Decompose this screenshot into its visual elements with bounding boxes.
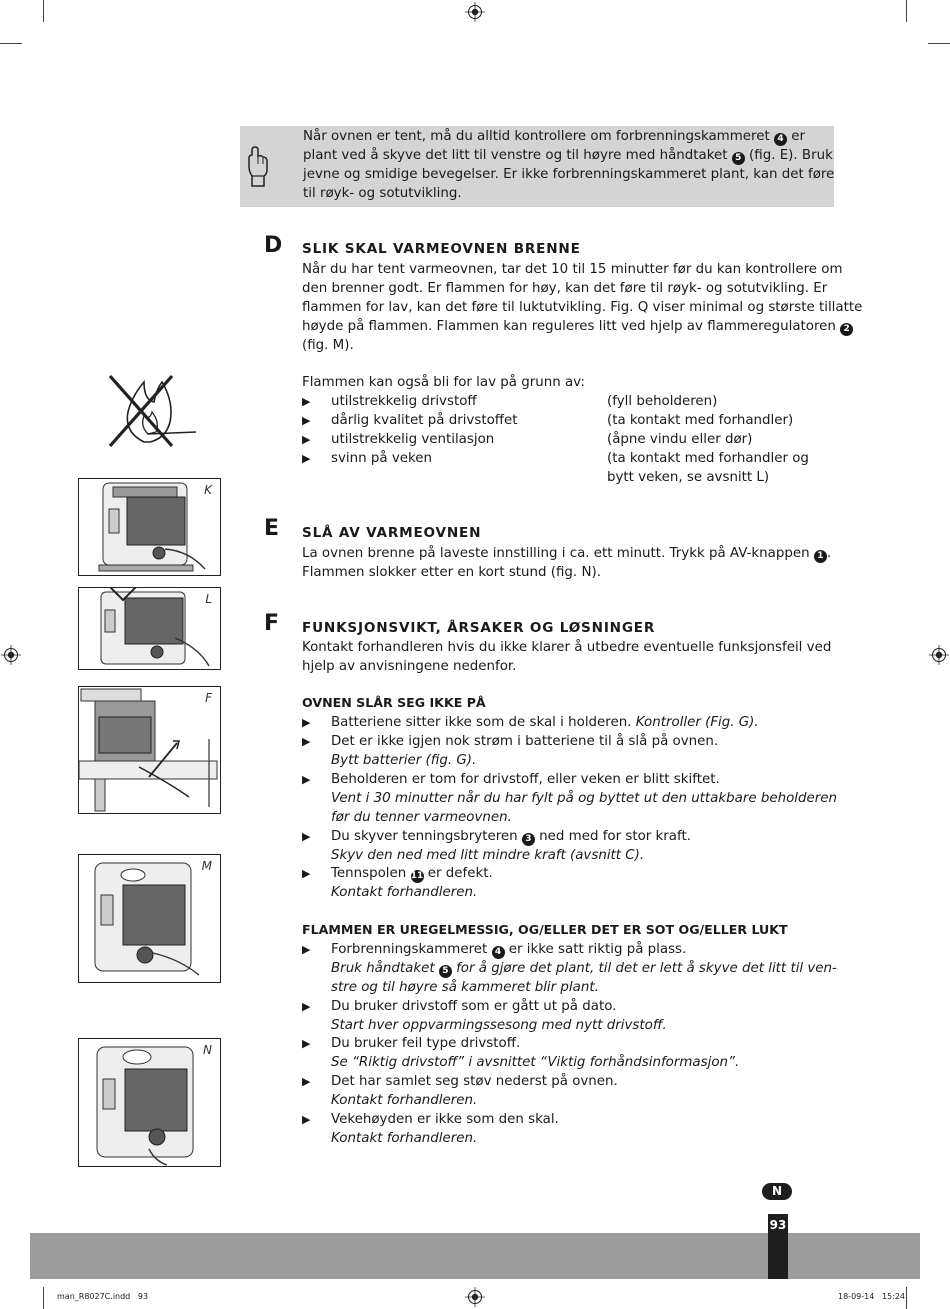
list-item-remedy: før du tenner varmeovnen. [331,810,512,825]
paragraph-line: flammen for lav, kan det føre til luktutvikling. Fig. Q viser minimal og største tillatte [302,300,863,315]
figure-n [78,1038,221,1167]
figure-k [78,478,221,576]
remedy-text: (ta kontakt med forhandler og [607,451,809,466]
list-item-remedy: Start hver oppvarmingssesong med nytt drivstoff. [331,1018,667,1033]
page-number: 93 [769,1218,787,1232]
bullet-arrow-icon: ▶ [302,1000,311,1013]
paragraph-line: (fig. M). [302,338,354,353]
remedy-text: (ta kontakt med forhandler) [607,413,794,428]
cause-text: utilstrekkelig drivstoff [331,394,477,409]
bullet-arrow-icon: ▶ [302,433,311,446]
list-item: Du bruker drivstoff som er gått ut på dato. [331,999,617,1014]
registration-mark-icon [465,2,485,22]
figure-m [78,854,221,983]
file-info: man_R8027C.indd 93 [57,1292,149,1301]
crop-mark [43,0,44,22]
figure-f [78,686,221,814]
bullet-arrow-icon: ▶ [302,943,311,956]
list-item: Du skyver tenningsbryteren 3 ned med for stor kraft. [331,829,691,844]
paragraph-line: hjelp av anvisningene nedenfor. [302,659,517,674]
section-letter: F [264,611,280,636]
list-item-remedy: Kontakt forhandleren. [331,1093,478,1108]
date-info: 18-09-14 15:24 [838,1292,905,1301]
list-item: Du bruker feil type drivstoff. [331,1036,521,1051]
crop-mark [906,0,907,22]
registration-mark-icon [465,1287,485,1307]
list-item-remedy: Kontakt forhandleren. [331,885,478,900]
low-flame-intro: Flammen kan også bli for lav på grunn av: [302,375,585,390]
cause-text: svinn på veken [331,451,432,466]
remedy-text: bytt veken, se avsnitt L) [607,470,770,485]
paragraph-line: Kontakt forhandleren hvis du ikke klarer å utbedre eventuelle funksjonsfeil ved [302,640,832,655]
list-item: Det har samlet seg støv nederst på ovnen. [331,1074,618,1089]
list-item: Det er ikke igjen nok strøm i batteriene til å slå på ovnen. [331,734,719,749]
bullet-arrow-icon: ▶ [302,830,311,843]
registration-mark-icon [929,645,949,665]
registration-mark-icon [1,645,21,665]
paragraph-line: høyde på flammen. Flammen kan reguleres litt ved hjelp av flammeregulatoren 2 [302,317,853,336]
list-item: Beholderen er tom for drivstoff, eller veken er blitt skiftet. [331,772,720,787]
remedy-text: (fyll beholderen) [607,394,718,409]
bullet-arrow-icon: ▶ [302,867,311,880]
language-badge: N [762,1183,792,1200]
note-line: jevne og smidige bevegelser. Er ikke forbrenningskammeret plant, kan det føre [303,167,835,182]
crop-mark [0,43,22,44]
list-item-remedy: Skyv den ned med litt mindre kraft (avsnitt C). [331,848,645,863]
subsection-title: OVNEN SLÅR SEG IKKE PÅ [302,695,486,710]
hand-pointing-icon [246,146,270,188]
paragraph-line: La ovnen brenne på laveste innstilling i ca. ett minutt. Trykk på AV-knappen 1 . [302,546,832,561]
list-item: Tennspolen 11 er defekt. [331,866,493,881]
bullet-arrow-icon: ▶ [302,452,311,465]
bullet-arrow-icon: ▶ [302,735,311,748]
cause-text: dårlig kvalitet på drivstoffet [331,413,518,428]
crop-mark [43,1287,44,1309]
section-title: SLIK SKAL VARMEOVNEN BRENNE [302,241,581,257]
paragraph-line: Flammen slokker etter en kort stund (fig. N). [302,565,601,580]
list-item: Forbrenningskammeret 4 er ikke satt riktig på plass. [331,942,687,957]
note-line: til røyk- og sotutvikling. [303,186,462,201]
figure-label: M [201,859,212,873]
section-letter: D [264,233,283,258]
bullet-arrow-icon: ▶ [302,716,311,729]
crop-mark [906,1287,907,1309]
list-item-remedy: stre og til høyre så kammeret blir plant. [331,980,599,995]
list-item: Batteriene sitter ikke som de skal i holderen. Kontroller (Fig. G). [331,715,759,730]
bullet-arrow-icon: ▶ [302,1075,311,1088]
bullet-arrow-icon: ▶ [302,773,311,786]
figure-label: L [205,592,212,606]
section-title: FUNKSJONSVIKT, ÅRSAKER OG LØSNINGER [302,620,656,636]
paragraph-line: den brenner godt. Er flammen for høy, kan det føre til røyk- og sotutvikling. Er [302,281,828,296]
note-line: plant ved å skyve det litt til venstre og til høyre med håndtaket 5 (fig. E). Bruk [303,148,833,163]
subsection-title: FLAMMEN ER UREGELMESSIG, OG/ELLER DET ER SOT OG/ELLER LUKT [302,922,788,937]
list-item-remedy: Bruk håndtaket 5 for å gjøre det plant, til det er lett å skyve det litt til ven- [331,961,837,976]
cause-text: utilstrekkelig ventilasjon [331,432,495,447]
bullet-arrow-icon: ▶ [302,395,311,408]
bullet-arrow-icon: ▶ [302,1037,311,1050]
remedy-text: (åpne vindu eller dør) [607,432,753,447]
crop-mark [928,43,950,44]
paragraph-line: Når du har tent varmeovnen, tar det 10 til 15 minutter før du kan kontrollere om [302,262,843,277]
figure-label: F [205,691,212,705]
figure-label: N [203,1043,212,1057]
bullet-arrow-icon: ▶ [302,414,311,427]
note-line: Når ovnen er tent, må du alltid kontrollere om forbrenningskammeret 4 er [303,129,805,144]
section-letter: E [264,516,280,541]
section-title: SLÅ AV VARMEOVNEN [302,525,482,541]
list-item-remedy: Kontakt forhandleren. [331,1131,478,1146]
list-item-remedy: Bytt batterier (fig. G). [331,753,477,768]
list-item-remedy: Vent i 30 minutter når du har fylt på og byttet ut den uttakbare beholderen [331,791,837,806]
figure-label: K [204,483,212,497]
list-item: Vekehøyden er ikke som den skal. [331,1112,559,1127]
figure-l [78,587,221,670]
bullet-arrow-icon: ▶ [302,1113,311,1126]
list-item-remedy: Se “Riktig drivstoff” i avsnittet “Viktig forhåndsinformasjon”. [331,1055,740,1070]
no-flame-warning-icon [104,372,198,450]
